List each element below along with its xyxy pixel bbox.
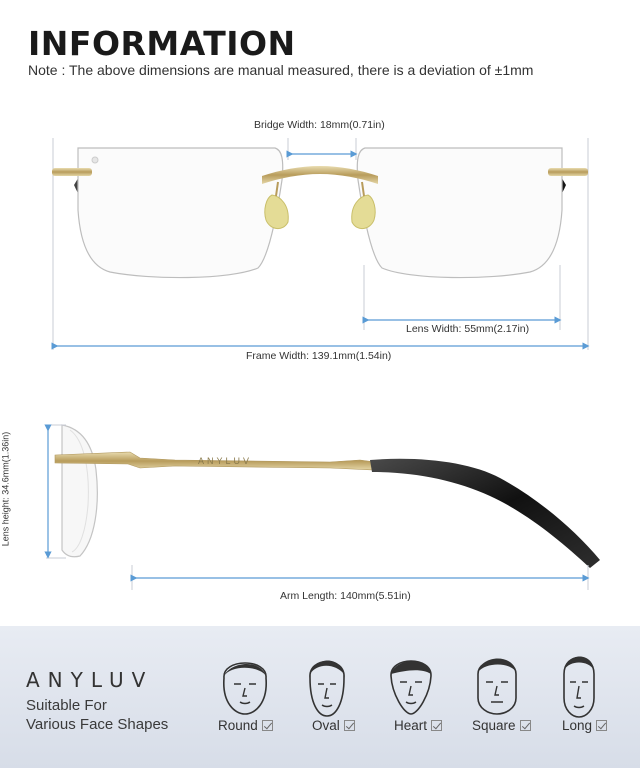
front-view bbox=[52, 138, 588, 350]
long-face-icon bbox=[544, 648, 614, 718]
tagline-line-2: Various Face Shapes bbox=[26, 716, 169, 733]
face-shape-label: Oval bbox=[312, 718, 340, 733]
checkbox-icon bbox=[344, 720, 355, 731]
tagline-line-1: Suitable For bbox=[26, 697, 107, 714]
checkbox-icon bbox=[596, 720, 607, 731]
face-shape-long bbox=[562, 718, 607, 733]
brand-logo: ANYLUV bbox=[26, 668, 154, 692]
heart-face-icon bbox=[376, 648, 446, 718]
side-view bbox=[46, 425, 600, 590]
page-title: INFORMATION bbox=[28, 24, 296, 63]
lens-width-label: Lens Width: 55mm(2.17in) bbox=[406, 323, 530, 335]
face-shape-label: Heart bbox=[394, 718, 428, 733]
face-shape-oval bbox=[312, 718, 355, 733]
frame-width-label: Frame Width: 139.1mm(1.54in) bbox=[246, 350, 392, 362]
square-face-icon bbox=[462, 648, 532, 718]
lens-height-label: Lens height: 34.6mm(1.36in) bbox=[0, 431, 11, 547]
face-shape-square bbox=[472, 718, 531, 733]
checkbox-icon bbox=[520, 720, 531, 731]
oval-face-icon bbox=[292, 648, 362, 718]
face-shape-label: Round bbox=[218, 718, 258, 733]
checkbox-icon bbox=[431, 720, 442, 731]
face-shape-label: Long bbox=[562, 718, 593, 733]
arm-length-label: Arm Length: 140mm(5.51in) bbox=[280, 590, 411, 602]
arm-engraving: ANYLUV bbox=[198, 456, 253, 466]
measurement-note: Note : The above dimensions are manual measured, there is a deviation of ±1mm bbox=[28, 62, 534, 78]
face-shape-heart bbox=[394, 718, 442, 733]
face-shape-round bbox=[218, 718, 273, 733]
face-shape-label: Square bbox=[472, 718, 516, 733]
checkbox-icon bbox=[262, 720, 273, 731]
round-face-icon bbox=[210, 648, 280, 718]
bridge-width-label: Bridge Width: 18mm(0.71in) bbox=[254, 119, 385, 131]
